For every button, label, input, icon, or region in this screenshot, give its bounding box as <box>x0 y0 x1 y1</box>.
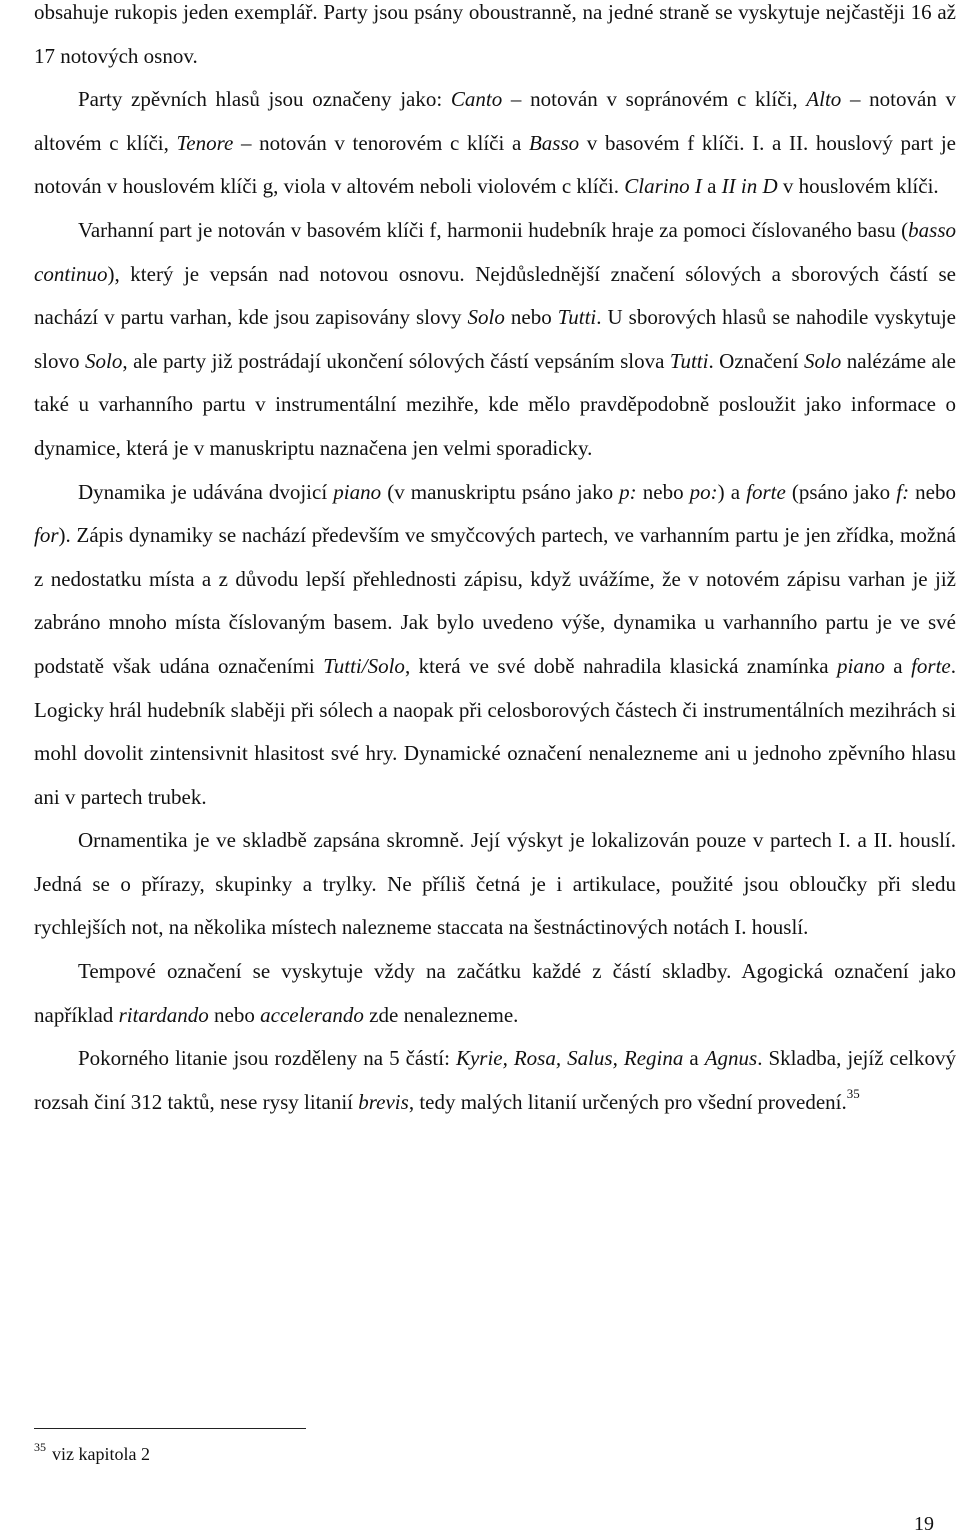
italic-term: Canto <box>450 87 503 112</box>
text-run: ). Zápis dynamiky se nachází především ve smyčcových partech, ve varhanním partu je jen zřídka, možná z nedostatku místa a z důvodu lepší přehlednosti zápisu, když uvážíme, že v notovém zápisu varhan je již zabráno mnoho místa číslovaným basem. Jak bylo uvedeno výše, dynamika u varhanního partu je ve své podstatě však udána označeními <box>34 523 956 678</box>
text-run: ), který je vepsán nad notovou osnovu. Nejdůslednější značení sólových a sborových částí se nachází v partu varhan, kde jsou zapisovány slovy <box>34 261 956 330</box>
footnote-reference[interactable]: 35 <box>846 1085 860 1101</box>
text-run: – notován v altovém c klíči, <box>34 87 957 155</box>
italic-term: Solo <box>467 305 505 330</box>
text-run: Pokorného litanie jsou rozděleny na 5 částí: <box>78 1046 456 1071</box>
text-run: . Logicky hrál hudebník slaběji při sólech a naopak při celosborových částech či instrumentálních mezihrách si mohl dovolit zintensivnit hlasitost své hry. Dynamické označení nenalezneme ani u jednoho zpěvního hlasu ani v partech trubek. <box>34 653 956 809</box>
italic-term: Tutti <box>669 348 709 373</box>
italic-term: basso continuo <box>34 217 956 286</box>
text-run: obsahuje rukopis jeden exemplář. Party jsou psány oboustranně, na jedné straně se vyskytuje nejčastěji 16 až 17 notových osnov. <box>34 0 956 68</box>
text-run: – notován v tenorovém c klíči a <box>233 130 529 155</box>
footnote <box>34 1437 150 1466</box>
text-run: a <box>884 653 912 678</box>
paragraph-voice-parts <box>34 78 956 209</box>
italic-term: Tutti/Solo <box>323 653 405 678</box>
text-run: nebo <box>636 479 690 504</box>
text-run: a <box>683 1046 705 1071</box>
text-run: , tedy malých litanií určených pro všední provedení. <box>408 1089 847 1114</box>
text-run: Party zpěvních hlasů jsou označeny jako: <box>78 87 451 112</box>
italic-term: piano <box>837 653 885 678</box>
text-run: nebo <box>208 1002 261 1027</box>
italic-term: accelerando <box>260 1002 364 1027</box>
text-run: v basovém f klíči. I. a II. houslový part je notován v houslovém klíči g, viola v altovém neboli violovém c klíči. <box>34 130 956 199</box>
text-run: (psáno jako <box>785 479 897 504</box>
footnote-separator <box>34 1428 306 1429</box>
italic-term: po: <box>689 479 718 504</box>
text-run: . Označení <box>708 348 804 373</box>
italic-term: Agnus <box>704 1046 758 1071</box>
italic-term: Basso <box>528 130 580 155</box>
paragraph-organ-part <box>34 209 956 471</box>
italic-term: for <box>34 523 59 548</box>
italic-term: brevis <box>358 1089 409 1114</box>
italic-term: Tutti <box>557 305 597 330</box>
italic-term: Kyrie, Rosa, Salus, Regina <box>455 1046 684 1071</box>
italic-term: Solo <box>803 348 842 373</box>
italic-term: f: <box>896 479 910 504</box>
italic-term: forte <box>746 479 786 504</box>
text-run: nebo <box>909 479 956 504</box>
italic-term: Alto <box>806 87 842 112</box>
text-run: ) a <box>717 479 747 504</box>
text-run: nalézáme ale také u varhanního partu v instrumentální mezihře, kde mělo pravděpodobně posloužit jako informace o dynamice, která je v manuskriptu naznačena jen velmi sporadicky. <box>34 348 957 460</box>
text-run: – notován v sopránovém c klíči, <box>502 87 807 112</box>
italic-term: piano <box>333 479 382 504</box>
text-run: a <box>701 174 722 199</box>
text-run: (v manuskriptu psáno jako <box>381 479 620 504</box>
footnote-number: 35 <box>34 1440 46 1454</box>
italic-term: Solo <box>85 348 123 373</box>
paragraph-ornamentation <box>34 819 956 950</box>
text-run: nebo <box>504 305 558 330</box>
text-run: . Skladba, jejíž celkový rozsah činí 312 taktů, nese rysy litanií <box>34 1046 956 1114</box>
text-run: , ale party již postrádají ukončení sólových částí vepsáním slova <box>122 348 670 373</box>
text-run: zde nenalezneme. <box>363 1002 519 1027</box>
text-run: v houslovém klíči. <box>777 174 939 199</box>
text-run: , která ve své době nahradila klasická znamínka <box>404 653 837 678</box>
text-run: . U sborových hlasů se nahodile vyskytuje slovo <box>34 305 956 373</box>
text-run: Ornamentika je ve skladbě zapsána skromně. Její výskyt je lokalizován pouze v partech I. a II. houslí. Jedná se o přírazy, skupinky a trylky. Ne příliš četná je i artikulace, použité jsou obloučky při sledu rychlejších not, na několika místech nalezneme staccata na šestnáctinových notách I. houslí. <box>34 828 956 940</box>
italic-term: ritardando <box>118 1002 209 1027</box>
paragraph-tempo <box>34 950 956 1037</box>
paragraph-continuation <box>34 0 956 78</box>
italic-term: forte <box>911 653 951 678</box>
italic-term: Clarino I <box>624 174 702 199</box>
italic-term: Tenore <box>176 130 234 155</box>
text-run: Varhanní part je notován v basovém klíči f, harmonii hudebník hraje za pomoci číslovaného basu ( <box>78 217 909 242</box>
italic-term: II in D <box>721 174 778 199</box>
document-page <box>34 0 957 1464</box>
text-run: Dynamika je udávána dvojicí <box>78 479 334 504</box>
italic-term: p: <box>619 479 637 504</box>
paragraph-dynamics <box>34 471 956 820</box>
footnote-text: viz kapitola 2 <box>52 1444 150 1464</box>
paragraph-structure <box>34 1037 956 1124</box>
page-number: 19 <box>914 1513 934 1535</box>
text-run: Tempové označení se vyskytuje vždy na začátku každé z částí skladby. Agogická označení jako například <box>34 959 956 1027</box>
